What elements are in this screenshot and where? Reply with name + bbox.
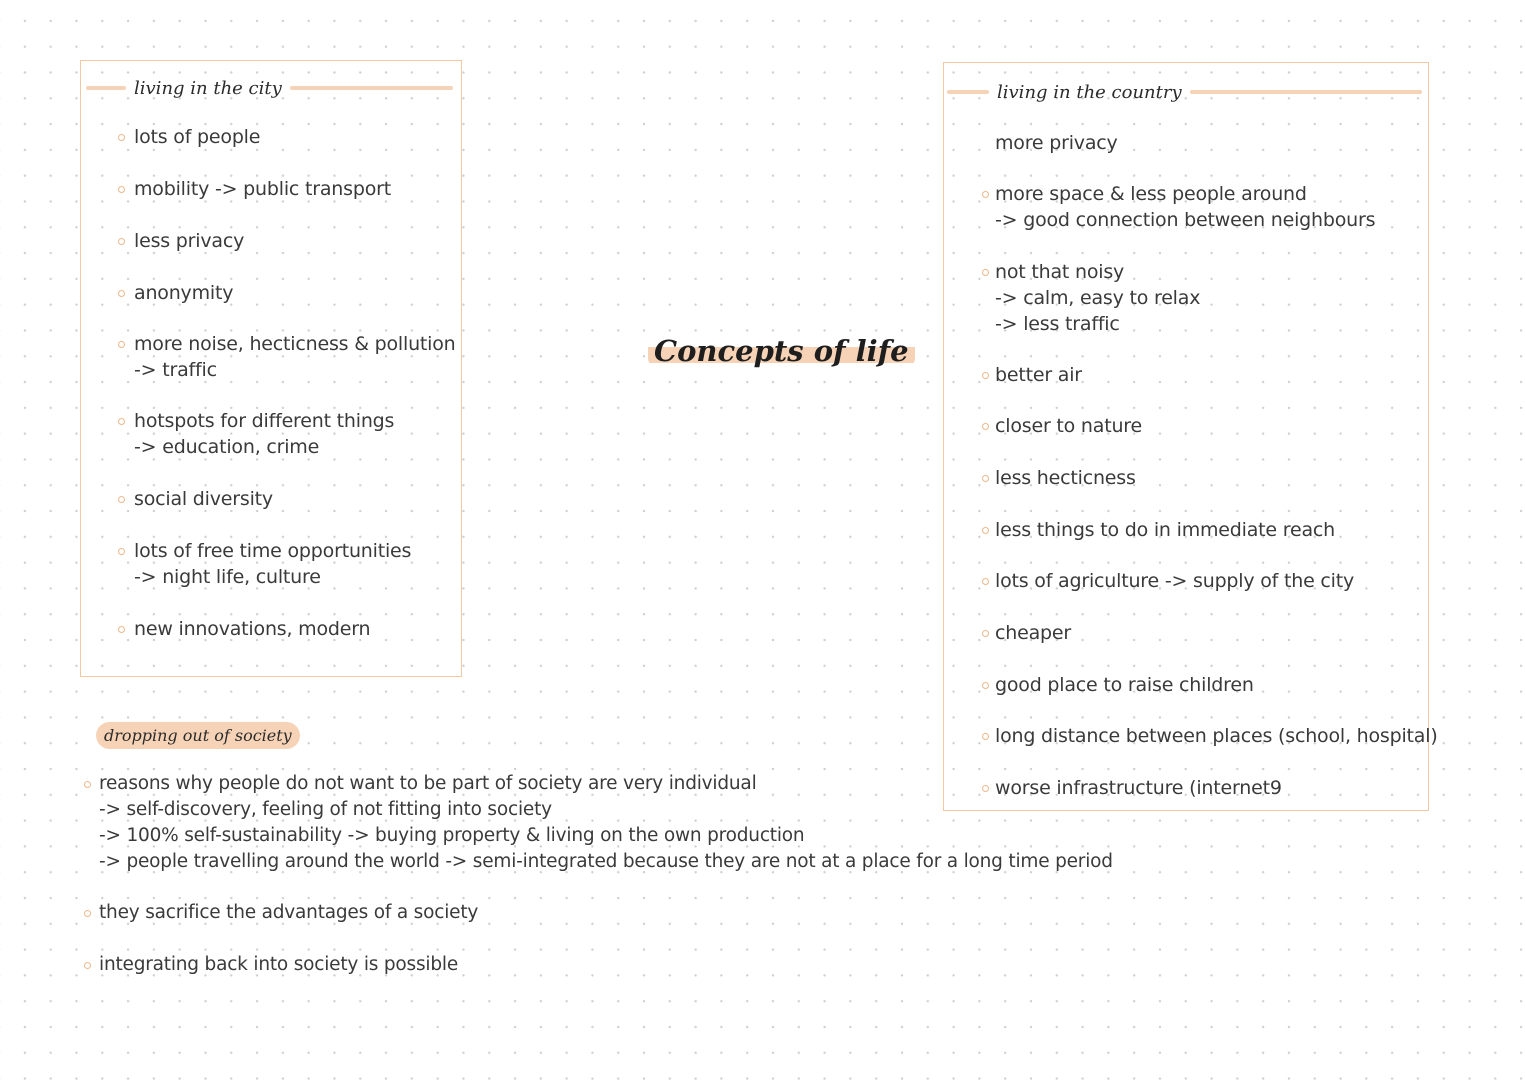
- country-item: cheaper: [995, 622, 1071, 644]
- country-item: lots of agriculture -> supply of the city: [995, 570, 1355, 592]
- dropout-item: integrating back into society is possible: [99, 954, 459, 975]
- bullet-icon: [982, 578, 989, 585]
- country-header: [947, 79, 1422, 105]
- city-item: lots of people: [134, 126, 261, 148]
- country-item: less things to do in immediate reach: [995, 519, 1335, 541]
- header-rule: [947, 90, 989, 94]
- bullet-icon: [982, 733, 989, 740]
- bullet-icon: [982, 423, 989, 430]
- dropout-heading: dropping out of society: [96, 722, 300, 749]
- city-item: less privacy: [134, 230, 245, 252]
- bullet-icon: [982, 682, 989, 689]
- dropout-item: they sacrifice the advantages of a society: [99, 902, 479, 923]
- country-item: more space & less people around -> good connection between neighbours: [995, 183, 1376, 231]
- country-item: closer to nature: [995, 415, 1142, 437]
- country-item: good place to raise children: [995, 674, 1254, 696]
- bullet-icon: [118, 496, 125, 503]
- dropout-item: reasons why people do not want to be part of society are very individual -> self-discovery, feeling of not fitting into society -> 100% self-sustainability -> buying property & living on the own production -> people travelling around the world -> semi-integrated because they are not at a place for a long time period: [99, 773, 1113, 872]
- country-item: long distance between places (school, hospital): [995, 725, 1438, 747]
- country-item: better air: [995, 364, 1082, 386]
- bullet-icon: [982, 475, 989, 482]
- country-heading: living in the country: [997, 81, 1182, 103]
- city-item: mobility -> public transport: [134, 178, 391, 200]
- bullet-icon: [982, 527, 989, 534]
- bullet-icon: [118, 418, 125, 425]
- bullet-icon: [118, 341, 125, 348]
- bullet-icon: [982, 191, 989, 198]
- header-rule: [290, 86, 453, 90]
- country-item: less hecticness: [995, 467, 1136, 489]
- city-item: more noise, hecticness & pollution -> traffic: [134, 333, 456, 381]
- city-heading: living in the city: [134, 77, 282, 99]
- city-item: hotspots for different things -> education, crime: [134, 410, 395, 458]
- page-title: Concepts of life: [648, 334, 915, 368]
- bullet-icon: [982, 372, 989, 379]
- bullet-icon: [118, 290, 125, 297]
- bullet-icon: [84, 910, 91, 917]
- bullet-icon: [84, 962, 91, 969]
- bullet-icon: [118, 238, 125, 245]
- bullet-icon: [118, 548, 125, 555]
- city-item: anonymity: [134, 282, 234, 304]
- city-header: [86, 75, 453, 101]
- city-item: lots of free time opportunities -> night life, culture: [134, 540, 412, 588]
- bullet-icon: [118, 134, 125, 141]
- bullet-icon: [982, 630, 989, 637]
- header-rule: [1190, 90, 1422, 94]
- bullet-icon: [118, 186, 125, 193]
- bullet-icon: [118, 626, 125, 633]
- country-item: not that noisy -> calm, easy to relax -> less traffic: [995, 261, 1201, 335]
- bullet-icon: [84, 781, 91, 788]
- country-item: more privacy: [995, 132, 1118, 154]
- bullet-icon: [982, 269, 989, 276]
- city-item: social diversity: [134, 488, 273, 510]
- header-rule: [86, 86, 126, 90]
- country-item: worse infrastructure (internet9: [995, 777, 1282, 799]
- city-item: new innovations, modern: [134, 618, 371, 640]
